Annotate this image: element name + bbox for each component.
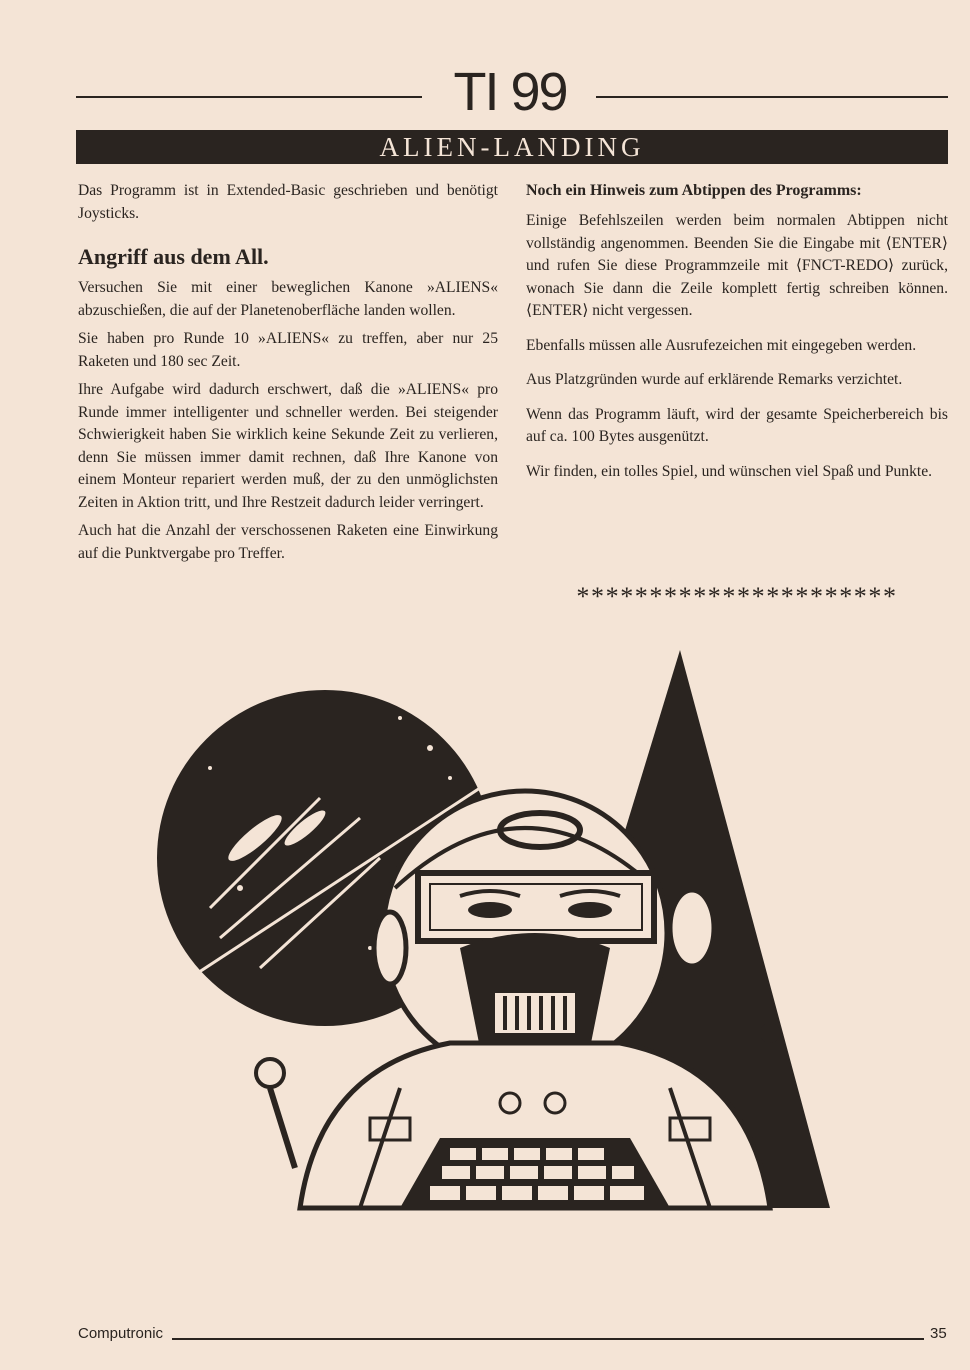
publication-name: Computronic [78,1325,164,1342]
hint-paragraph: Einige Befehlszeilen werden beim normalen Abtippen nicht vollständig angenommen. Beenden Sie die Eingabe mit ⟨ENTER⟩ und rufen Sie diese Programmzeile mit ⟨FNCT-REDO⟩ zurück, wonach Sie dann die Zeile komplett fertig schreiben können. ⟨ENTER⟩ nicht vergessen. [526,212,948,319]
header-rule-right [596,96,948,98]
page-number: 35 [930,1325,947,1342]
page-title: TI 99 [453,62,567,122]
hint-paragraph: Wenn das Programm läuft, wird der gesamte Speicherbereich bis auf ca. 100 Bytes ausgenützt. [526,405,948,445]
astronaut-illustration [150,648,830,1248]
right-column [526,180,948,495]
section-heading: Angriff aus dem All. [78,244,269,269]
header-rule-left [76,96,422,98]
footer-rule [172,1338,924,1340]
asterisk-separator: ********************** [576,582,898,611]
body-paragraph: Auch hat die Anzahl der verschossenen Raketen eine Einwirkung auf die Punktvergabe pro Treffer. [78,522,498,562]
article-banner: ALIEN-LANDING [76,130,948,164]
body-paragraph: Versuchen Sie mit einer beweglichen Kanone »ALIENS« abzuschießen, die auf der Planetenoberfläche landen wollen. [78,279,498,319]
hint-paragraph: Ebenfalls müssen alle Ausrufezeichen mit eingegeben werden. [526,336,917,354]
hint-heading: Noch ein Hinweis zum Abtippen des Programms: [526,182,862,199]
hint-paragraph: Wir finden, ein tolles Spiel, und wünschen viel Spaß und Punkte. [526,462,933,480]
body-paragraph: Ihre Aufgabe wird dadurch erschwert, daß die »ALIENS« pro Runde immer intelligenter und schneller werden. Bei steigender Schwierigkeit haben Sie wirklich keine Sekunde Zeit zu verlieren, denn Sie müssen immer damit rechnen, daß Ihre Kanone von einem Monteur repariert werden muß, der zu den unmöglichsten Zeiten in Aktion tritt, und Ihre Restzeit dadurch leider verringert. [78,381,498,511]
hint-paragraph: Aus Platzgründen wurde auf erklärende Remarks verzichtet. [526,371,903,388]
left-column [78,180,498,571]
body-paragraph: Sie haben pro Runde 10 »ALIENS« zu treffen, aber nur 25 Raketen und 180 sec Zeit. [78,330,498,370]
intro-paragraph: Das Programm ist in Extended-Basic geschrieben und benötigt Joysticks. [78,182,498,222]
